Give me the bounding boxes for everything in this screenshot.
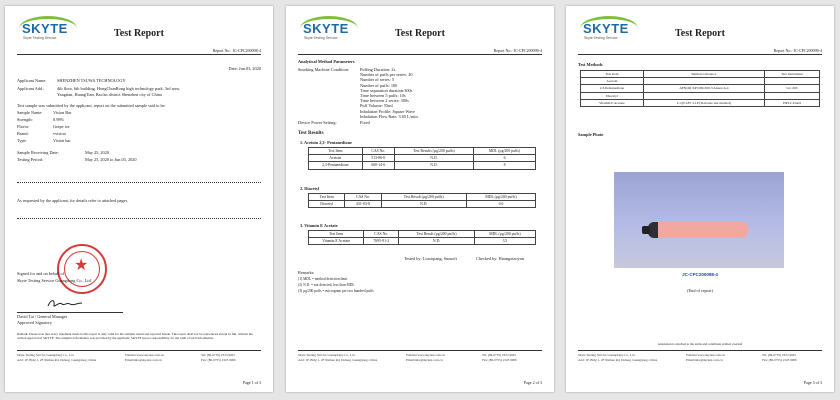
remark-item: (2) N.D. = not detected, less than MDL	[298, 283, 355, 287]
end-of-report: (End of report)	[687, 288, 713, 293]
skyte-logo: SKYTE Skyte Testing Service	[19, 16, 77, 42]
applicant-name: SHENZHEN TSUWA TECHNOLOGY	[57, 78, 126, 83]
sample-intro: Test sample was submitted by the applicant, report on the submitted sample said to be:	[17, 103, 166, 108]
divider	[17, 54, 261, 55]
table1-title: 1. Acetoin 2,3- Pentanedione	[300, 140, 352, 145]
divider	[298, 54, 542, 55]
field-value: 0.98%	[53, 117, 65, 122]
applicant-addr-label: Applicant Add.:	[17, 86, 45, 91]
field-label: Strength:	[17, 117, 33, 122]
copyright-note: Attestation is attached to the terms and conditions printed overleaf	[657, 342, 743, 346]
footer-divider	[298, 350, 542, 351]
page-number: Page 3 of 3	[803, 380, 822, 385]
dotted-separator	[17, 218, 261, 221]
table2-title: 2. Diacetyl	[300, 186, 320, 191]
section-heading: Analytical Method Parameters	[298, 59, 355, 64]
field-label: Brand:	[17, 131, 29, 136]
requested-note: As requested by the applicant, for details refer to attached pages.	[17, 198, 129, 203]
company-name: Skyte Testing Service Guangdong Co., Ltd.	[17, 278, 92, 283]
power-value: Fixed	[360, 120, 370, 125]
page-number: Page 2 of 3	[523, 380, 542, 385]
report-number: Report No.: JC-CPC200098-4	[773, 48, 822, 53]
page-title: Test Report	[114, 28, 164, 39]
remark-text: Remark: Please note that every statement made in this report is only valid for the samples tested and reported herein. This report shall not be reproduced except in full, without the written approval of SKYTE. The sample's information was provided by the applicant, SKYTE has no responsibility for the truth of such information.	[17, 332, 253, 341]
applicant-name-label: Applicant Name:	[17, 78, 47, 83]
approved-signatory: Approved Signatory	[17, 320, 52, 325]
results-table-3: Test Item CAS No. Test Result (µg/200 puffs) MDL (µg/200 puffs) Vitamin E Acetate 7695-91-2 N.D. 3.5	[308, 230, 536, 245]
sample-photo	[614, 172, 784, 268]
field-value: Grape ice	[53, 124, 70, 129]
power-label: Device Power Setting:	[298, 120, 337, 125]
report-number: Report No.: JC-CPC200098-4	[493, 48, 542, 53]
receive-date: May 25, 2020	[85, 150, 109, 155]
report-date: Date: Jun.03, 2020	[228, 66, 261, 71]
receive-label: Sample Receiving Date:	[17, 150, 59, 155]
skyte-logo: SKYTE Skyte Testing Service	[300, 16, 358, 42]
remarks-title: Remarks:	[298, 270, 315, 275]
divider	[578, 54, 822, 55]
dotted-separator	[17, 182, 261, 185]
photo-caption: JC-CPC200098-4	[682, 272, 718, 277]
field-label: Type:	[17, 138, 27, 143]
tested-by: Tested by: Liuxiqiang, Sunsoft	[404, 256, 457, 261]
field-label: Sample Name:	[17, 110, 43, 115]
checked-by: Checked by: Huangxiaoyun	[476, 256, 524, 261]
field-value: vvision	[53, 131, 66, 136]
photo-title: Sample Photo	[578, 132, 604, 137]
signature	[45, 297, 85, 311]
field-value: Vision bar	[53, 138, 71, 143]
table3-title: 3. Vitamin E Acetate	[300, 223, 338, 228]
page-number: Page 1 of 3	[242, 380, 261, 385]
testing-label: Testing Period:	[17, 157, 44, 162]
report-page-3: SKYTE Skyte Testing Service Test Report Report No.: JC-CPC200098-4 Test Methods Test Item Method reference Test Instrument Acetoin 2,3-Pentanedione AFNOR XP D90-300-3 Annex A.4 GC-MS Diacetyl Vitamin E Acetate C-QT-185 3-1P (In-house test method) HPLC-DAD Sample Photo JC-CPC200098-4 (End of report) Attestation is attached to the terms and conditions printed overleaf Skyte Testing Service Guangdong Co., Ltd Add: 1F, Bldg 1, 2F Xinhua Rd, Dalang, Guangdong, China Website:www.skytest.com.cn Email:info@skytest.com.cn Tel: (86-0755) 2323 9925 Fax: (86-0755) 2323 9006 Page 3 of 3	[566, 6, 834, 392]
signature-line	[17, 312, 123, 313]
report-number: Report No.: JC-CPC200098-4	[212, 48, 261, 53]
signer-name: David Tai / General Manager	[17, 314, 68, 319]
field-value: Vision Bar	[53, 110, 72, 115]
signed-for: Signed for and on behalf of	[17, 271, 65, 276]
applicant-addr-line2: Yangtian, HuangTian, Bao'an district Shenzhen city of China	[57, 92, 162, 97]
report-page-2: SKYTE Skyte Testing Service Test Report Report No.: JC-CPC200098-4 Analytical Method Parameters Smoking Machine Condition: Puffing Duration: 2s Number of puffs per series: 20 Number of series: 5 Number of puffs: 100 Time separation duration:300s Time between 5 puffs: 10s Time between 2 series: 300s Puff Volume: 55ml Inhalation Profile: Square Wave Inhalation Flow Rate: 3.65 L/min Device Power Setting: Fixed Test Results 1. Acetoin 2,3- Pentanedione Test Item CAS No. Test Results (µg/200 puffs) MDL (µg/200 puffs) Acetoin 513-86-0 N.D. 6 2,3-Pentanedione 600-14-6 N.D. 8 2. Diacetyl Test Item CAS No. Test Result (µg/200 puffs) MDL (µg/200 puffs) Diacetyl 431-03-8 N.D. 0.6 3. Vitamin E Acetate Test Item CAS No. Test Result (µg/200 puffs) MDL (µg/200 puffs) Vitamin E Acetate 7695-91-2 N.D. 3.5 Tested by: Liuxiqiang, Sunsoft Checked by: Huangxiaoyun Remarks: (1) MDL = method detection limit (2) N.D. = not detected, less than MDL (3) µg/200 puffs = microgram per two hundred puffs Skyte Testing Service Guangdong Co., Ltd Add: 1F, Bldg 1, 2F Xinhua Rd, Dalang, Guangdong, China Website:www.skytest.com.cn Email:info@skytest.com.cn Tel: (86-0755) 2323 9925 Fax: (86-0755) 2323 9006 Page 2 of 3	[286, 6, 554, 392]
results-table-1: Test Item CAS No. Test Results (µg/200 puffs) MDL (µg/200 puffs) Acetoin 513-86-0 N.D. 6 2,3-Pentanedione 600-14-6 N.D. 8	[308, 147, 536, 170]
conditions-list: Puffing Duration: 2s Number of puffs per series: 20 Number of series: 5 Number of puffs: 100 Time separation duration:300s Time between 5 puffs: 10s Time between 2 series: 300s Puff Volume: 55ml Inhalation Profile: Square Wave Inhalation Flow Rate: 3.65 L/min	[360, 67, 418, 119]
vape-device-image	[648, 222, 748, 238]
remark-item: (1) MDL = method detection limit	[298, 277, 348, 281]
testing-period: May 25, 2020 to Jun.03, 2020	[85, 157, 137, 162]
section-heading: Test Methods	[578, 62, 603, 67]
report-page-1: SKYTE Skyte Testing Service Test Report Report No.: JC-CPC200098-4 Date: Jun.03, 2020 Applicant Name: SHENZHEN TSUWA TECHNOLOGY Applicant Add.: 4th floor, 6th building, HongChunRong high technology park, 3rd area, Yangtian, HuangTian, Bao'an district Shenzhen city of China Test sample was submitted by the applicant, report on the submitted sample said to be: Sample Name: Vision Bar Strength: 0.98% Flavor: Grape ice Brand: vvision Type: Vision bar Sample Receiving Date: May 25, 2020 Testing Period: May 25, 2020 to Jun.03, 2020 As requested by the applicant, for details refer to attached pages. ★ Signed for and on behalf of Skyte Testing Service Guangdong Co., Ltd. David Tai / General Manager Approved Signatory Remark: Please note that every statement made in this report is only valid for the samples tested and reported herein. This report shall not be reproduced except in full, without the written approval of SKYTE. The sample's information was provided by the applicant, SKYTE has no responsibility for the truth of such information. Skyte Testing Service Guangdong Co., Ltd Add: 1F, Bldg 1, 2F Xinhua Rd, Dalang, Guangdong, China Website:www.skytest.com.cn Email:info@skytest.com.cn Tel: (86-0755) 2323 9925 Fax: (86-0755) 2323 9006 Page 1 of 3	[5, 6, 273, 392]
results-table-2: Test Item CAS No. Test Result (µg/200 puffs) MDL (µg/200 puffs) Diacetyl 431-03-8 N.D. 0.6	[308, 193, 536, 208]
footer-divider	[17, 350, 261, 351]
applicant-addr-line1: 4th floor, 6th building, HongChunRong high technology park, 3rd area,	[57, 86, 180, 91]
smoking-label: Smoking Machine Condition:	[298, 67, 350, 72]
footer-divider	[578, 350, 822, 351]
remark-item: (3) µg/200 puffs = microgram per two hundred puffs	[298, 289, 374, 293]
company-seal: ★	[57, 244, 107, 294]
results-heading: Test Results	[298, 131, 324, 136]
skyte-logo: SKYTE Skyte Testing Service	[580, 16, 638, 42]
page-title: Test Report	[395, 28, 445, 39]
page-title: Test Report	[675, 28, 725, 39]
methods-table: Test Item Method reference Test Instrument Acetoin 2,3-Pentanedione AFNOR XP D90-300-3 Annex A.4 GC-MS Diacetyl Vitamin E Acetate C-QT-185 3-1P (In-house test method) HPLC-DAD	[580, 70, 820, 107]
field-label: Flavor:	[17, 124, 30, 129]
